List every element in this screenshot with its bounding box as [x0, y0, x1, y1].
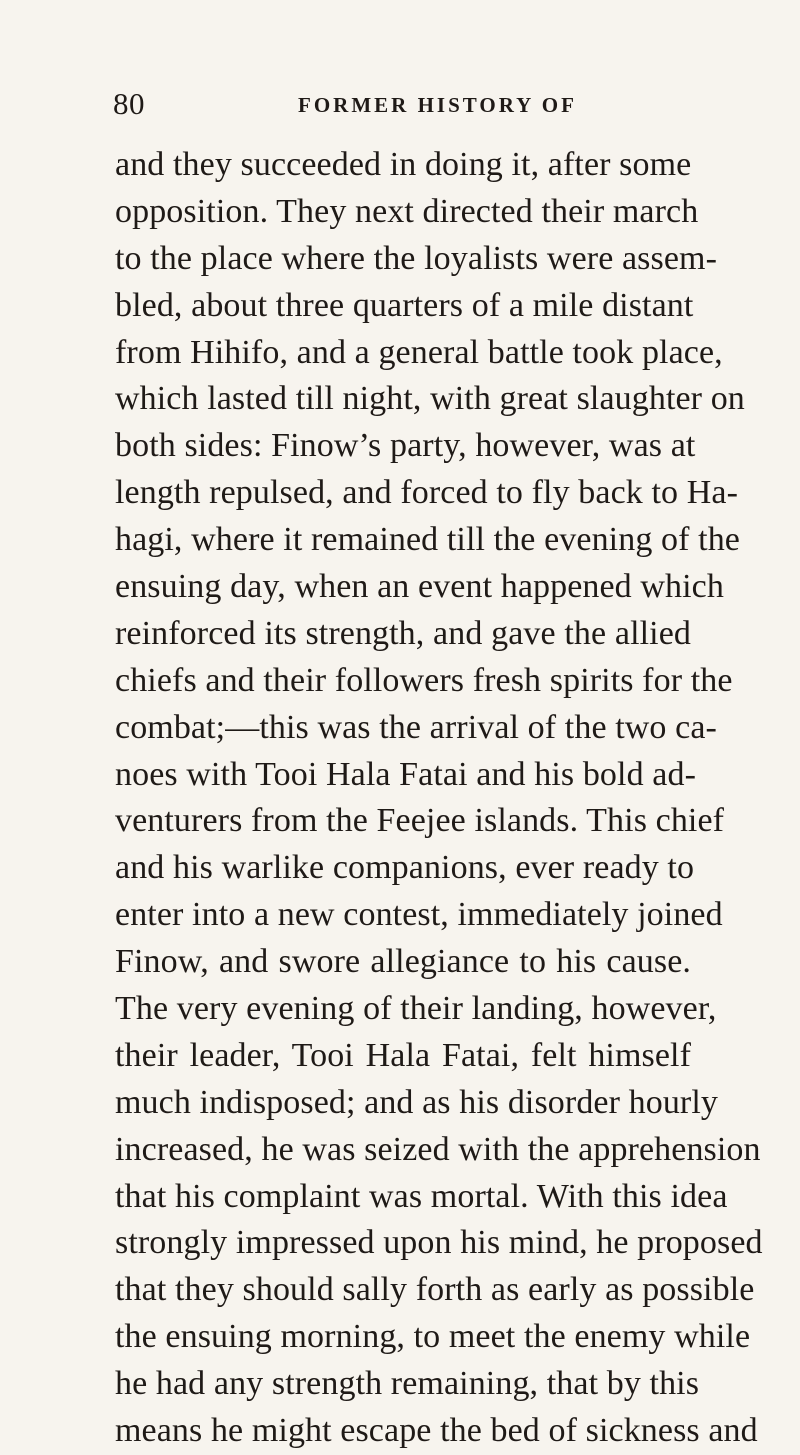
text-line: increased, he was seized with the apprehension: [115, 1130, 761, 1168]
page-number: 80: [113, 86, 145, 121]
text-line: Finow, and swore allegiance to his cause.: [115, 943, 691, 981]
text-line: The very evening of their landing, however,: [115, 990, 717, 1028]
text-line: chiefs and their followers fresh spirits for the: [115, 661, 733, 699]
text-line: hagi, where it remained till the evening of the: [115, 521, 740, 559]
running-head: FORMER HISTORY OF: [298, 93, 577, 117]
text-line: that they should sally forth as early as possible: [115, 1271, 755, 1309]
text-line: reinforced its strength, and gave the allied: [115, 614, 691, 652]
body-text: [115, 142, 763, 1455]
text-line: both sides: Finow’s party, however, was at: [115, 427, 696, 465]
text-line: venturers from the Feejee islands. This chief: [115, 802, 725, 840]
text-line: enter into a new contest, immediately joined: [115, 896, 723, 934]
text-line: which lasted till night, with great slaughter on: [115, 380, 745, 418]
text-line: and his warlike companions, ever ready to: [115, 849, 695, 887]
text-line: bled, about three quarters of a mile distant: [115, 286, 694, 324]
text-line: he had any strength remaining, that by this: [115, 1365, 700, 1403]
text-line: noes with Tooi Hala Fatai and his bold ad-: [115, 755, 696, 793]
text-line: to the place where the loyalists were assem-: [115, 239, 718, 277]
text-line: from Hihifo, and a general battle took place,: [115, 333, 723, 371]
text-line: strongly impressed upon his mind, he proposed: [115, 1224, 763, 1262]
text-line: the ensuing morning, to meet the enemy while: [115, 1318, 751, 1356]
text-line: combat;—this was the arrival of the two ca-: [115, 708, 717, 746]
text-line: that his complaint was mortal. With this idea: [115, 1177, 728, 1215]
text-line: their leader, Tooi Hala Fatai, felt himself: [115, 1036, 691, 1074]
text-line: and they succeeded in doing it, after some: [115, 146, 692, 183]
text-line: length repulsed, and forced to fly back to Ha-: [115, 474, 738, 512]
text-line: ensuing day, when an event happened which: [115, 568, 724, 606]
text-line: much indisposed; and as his disorder hourly: [115, 1083, 719, 1121]
page-header: [113, 88, 673, 128]
text-line: means he might escape the bed of sickness and: [115, 1412, 758, 1450]
text-line: opposition. They next directed their march: [115, 192, 699, 230]
